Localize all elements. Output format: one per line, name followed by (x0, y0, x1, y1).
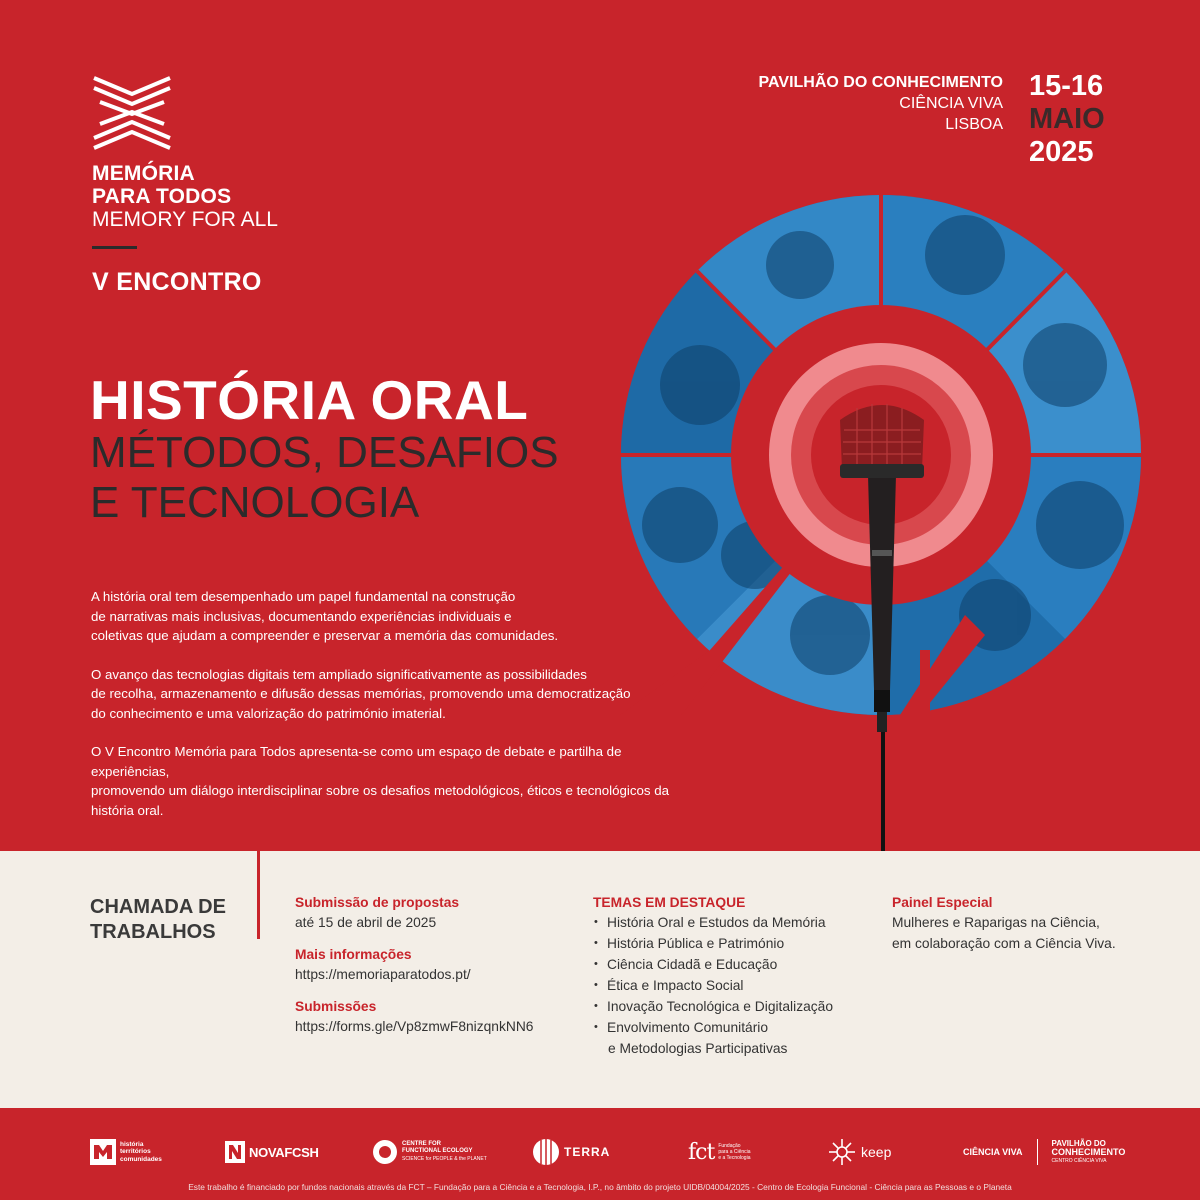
submission-label: Submissão de propostas (295, 895, 460, 910)
theme-item: • História Oral e Estudos da Memória (593, 912, 833, 933)
cfe-line1: CENTRE FOR (402, 1140, 441, 1147)
submission-form-link[interactable]: https://forms.gle/Vp8zmwF8nizqnkNN6 (295, 1019, 534, 1034)
nova-name: NOVAFCSH (249, 1144, 319, 1160)
special-panel-line1: Mulheres e Raparigas na Ciência, (892, 915, 1100, 930)
pavilhao-line2: CONHECIMENTO (1051, 1146, 1126, 1157)
call-for-papers-panel (0, 851, 1200, 1108)
theme-item: • Ciência Cidadã e Educação (593, 954, 833, 975)
cfe-logo-icon (372, 1139, 398, 1165)
dates-year: 2025 (1029, 136, 1094, 168)
description (91, 587, 691, 839)
terra-name: TERRA (564, 1145, 611, 1159)
pavilhao-line1: PAVILHÃO DO (1051, 1138, 1106, 1148)
venue-line2: CIÊNCIA VIVA (899, 95, 1003, 112)
venue-line1: PAVILHÃO DO CONHECIMENTO (758, 74, 1003, 91)
htc-line3: comunidades (120, 1155, 162, 1163)
special-panel-heading: Painel Especial (892, 895, 993, 910)
themes (593, 895, 833, 1059)
cfe-line3: SCIENCE for PEOPLE & the PLANET (402, 1155, 487, 1162)
theme-item: • História Pública e Património (593, 933, 833, 954)
theme-item-continuation: e Metodologias Participativas (608, 1041, 788, 1056)
keep-logo-icon (827, 1137, 857, 1167)
call-heading-line1: CHAMADA DE (90, 896, 226, 918)
call-heading (90, 895, 226, 945)
description-paragraph-2: O avanço das tecnologias digitais tem ampliado significativamente as possibilidades de recolha, armazenamento e difusão dessas memórias, promovendo uma democratização do conhecimento e uma valorização do património imaterial. (91, 666, 631, 721)
special-panel-line2: em colaboração com a Ciência Viva. (892, 936, 1116, 951)
fct-line3: e a Tecnologia (718, 1155, 751, 1161)
subtitle-line2: E TECNOLOGIA (90, 478, 420, 527)
partner-logo-fct (688, 1135, 751, 1169)
venue-line3: LISBOA (945, 116, 1003, 133)
ciencia-viva-name: CIÊNCIA VIVA (963, 1147, 1023, 1157)
htc-line2: territórios (120, 1148, 151, 1156)
edition: V ENCONTRO (92, 268, 262, 296)
brand-line1: MEMÓRIA (92, 162, 195, 185)
themes-heading: TEMAS EM DESTAQUE (593, 895, 746, 910)
themes-list (593, 912, 833, 1038)
venue (759, 72, 1003, 135)
htc-logo-icon (90, 1139, 116, 1165)
submission-deadline: até 15 de abril de 2025 (295, 915, 437, 930)
microphone-icon (832, 400, 932, 860)
subtitle-line1: MÉTODOS, DESAFIOS (90, 428, 559, 477)
call-heading-line2: TRABALHOS (90, 921, 216, 943)
fct-line1: Fundação (718, 1143, 741, 1149)
memoria-para-todos-logo (92, 74, 172, 152)
page-title: HISTÓRIA ORAL (90, 369, 529, 431)
description-paragraph-1: A história oral tem desempenhado um papel fundamental na construção de narrativas mais inclusivas, documentando experiências individuais e coletivas que ajudam a compreender e preservar a memória das comunidades. (91, 589, 559, 643)
theme-item: • Ética e Impacto Social (593, 975, 833, 996)
submissions-label: Submissões (295, 999, 377, 1014)
special-panel (892, 895, 1116, 954)
fct-name: fct (688, 1139, 715, 1165)
partners-footer (0, 1108, 1200, 1200)
brand-name (92, 162, 278, 231)
website-link[interactable]: https://memoriaparatodos.pt/ (295, 967, 471, 982)
brand-line2: PARA TODOS (92, 185, 232, 208)
fct-line2: para a Ciência (718, 1149, 751, 1155)
description-paragraph-3: O V Encontro Memória para Todos apresenta-se como um espaço de debate e partilha de experiências, promovendo um diálogo interdisciplinar sobre os desafios metodológicos, éticos e tecnológicos da história oral. (91, 744, 670, 818)
partner-logo-nova-fcsh (225, 1135, 319, 1169)
pavilhao-line3: CENTRO CIÊNCIA VIVA (1051, 1157, 1107, 1164)
partner-logo-htc (90, 1135, 162, 1169)
funding-statement: Este trabalho é financiado por fundos nacionais através da FCT – Fundação para a Ciência e a Tecnologia, I.P., no âmbito do projeto UIDB/04004/2025 - Centro de Ecologia Funcional - Ciência para as Pessoas e o Planeta (188, 1182, 1012, 1192)
cfe-line2: FUNCTIONAL ECOLOGY (402, 1148, 473, 1155)
event-dates (1029, 70, 1105, 169)
partner-logo-cfe (372, 1135, 487, 1169)
dates-month: MAIO (1029, 103, 1105, 135)
partner-logo-ciencia-viva (963, 1135, 1125, 1169)
terra-logo-icon (532, 1138, 560, 1166)
divider (92, 246, 137, 249)
page-subtitle (90, 428, 559, 528)
more-info-label: Mais informações (295, 947, 412, 962)
divider (1037, 1139, 1038, 1165)
nova-logo-icon (225, 1141, 245, 1163)
divider (257, 851, 260, 939)
theme-item: • Inovação Tecnológica e Digitalização (593, 996, 833, 1017)
partner-logo-keep (827, 1135, 891, 1169)
dates-days: 15-16 (1029, 70, 1104, 102)
htc-line1: história (120, 1140, 144, 1148)
theme-item: • Envolvimento Comunitário (593, 1017, 833, 1038)
brand-line3: MEMORY FOR ALL (92, 208, 278, 231)
submission-info (295, 895, 533, 1051)
partner-logo-terra (532, 1135, 610, 1169)
keep-name: keep (861, 1144, 892, 1160)
